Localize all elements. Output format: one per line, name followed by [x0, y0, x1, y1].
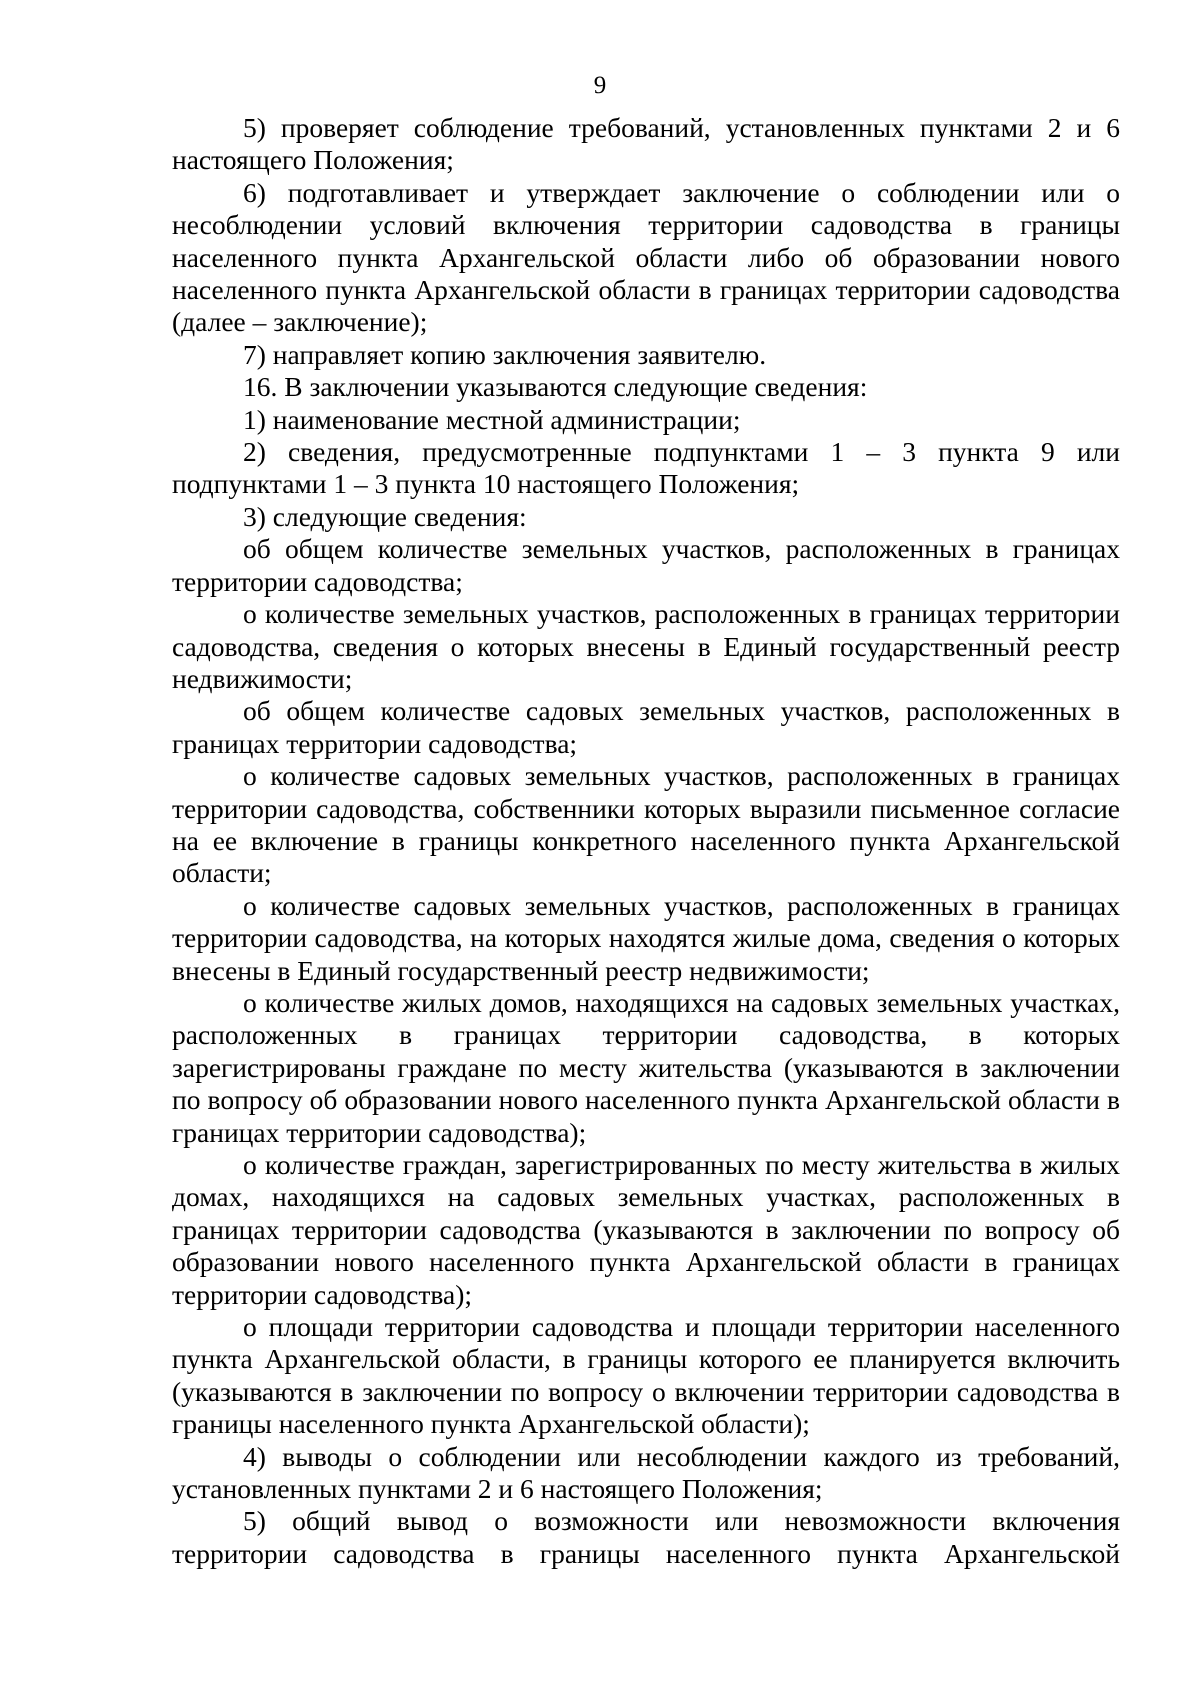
paragraph-subitem-3: 3) следующие сведения: — [243, 500, 527, 532]
paragraph-subitem-5: 5) общий вывод о возможности или невозможности включения территории садоводства в границы населенного пункта Архангельской — [172, 1505, 1120, 1569]
paragraph-info-6: о количестве жилых домов, находящихся на садовых земельных участках, расположенных в границах территории садоводства, в которых зарегистрированы граждане по месту жительства (указываются в заключении по вопросу об образовании нового населенного пункта Архангельской области в границах территории садоводства); — [172, 986, 1120, 1148]
paragraph-item-7: 7) направляет копию заключения заявителю. — [243, 338, 767, 370]
paragraph-info-4: о количестве садовых земельных участков, расположенных в границах территории садоводства, собственники которых выразили письменное согласие на ее включение в границы конкретного населенного пункта Архангельской области; — [172, 760, 1120, 889]
paragraph-info-8: о площади территории садоводства и площади территории населенного пункта Архангельской области, в границы которого ее планируется включить (указываются в заключении по вопросу о включении территории садоводства в границы населенного пункта Архангельской области); — [172, 1311, 1120, 1440]
paragraph-info-1: об общем количестве земельных участков, расположенных в границах территории садоводства; — [172, 533, 1120, 597]
paragraph-info-5: о количестве садовых земельных участков, расположенных в границах территории садоводства, на которых находятся жилые дома, сведения о которых внесены в Единый государственный реестр недвижимости; — [172, 889, 1120, 986]
paragraph-info-3: об общем количестве садовых земельных участков, расположенных в границах территории садоводства; — [172, 695, 1120, 759]
paragraph-info-7: о количестве граждан, зарегистрированных по месту жительства в жилых домах, находящихся на садовых земельных участках, расположенных в границах территории садоводства (указываются в заключении по вопросу об образовании нового населенного пункта Архангельской области в границах территории садоводства); — [172, 1149, 1120, 1310]
document-body — [172, 112, 1120, 1570]
paragraph-subitem-4: 4) выводы о соблюдении или несоблюдении каждого из требований, установленных пунктами 2 и 6 настоящего Положения; — [172, 1440, 1120, 1505]
paragraph-subitem-2: 2) сведения, предусмотренные подпунктами 1 – 3 пункта 9 или подпунктами 1 – 3 пункта 10 настоящего Положения; — [172, 436, 1120, 500]
page-number: 9 — [593, 72, 607, 99]
paragraph-info-2: о количестве земельных участков, расположенных в границах территории садоводства, сведения о которых внесены в Единый государственный реестр недвижимости; — [172, 598, 1120, 694]
paragraph-clause-16: 16. В заключении указываются следующие сведения: — [243, 371, 868, 403]
paragraph-subitem-1: 1) наименование местной администрации; — [243, 403, 741, 435]
paragraph-item-5: 5) проверяет соблюдение требований, установленных пунктами 2 и 6 настоящего Положения; — [172, 112, 1120, 176]
paragraph-item-6: 6) подготавливает и утверждает заключение о соблюдении или о несоблюдении условий включения территории садоводства в границы населенного пункта Архангельской области либо об образовании нового населенного пункта Архангельской области в границах территории садоводства (далее – заключение); — [172, 176, 1120, 338]
